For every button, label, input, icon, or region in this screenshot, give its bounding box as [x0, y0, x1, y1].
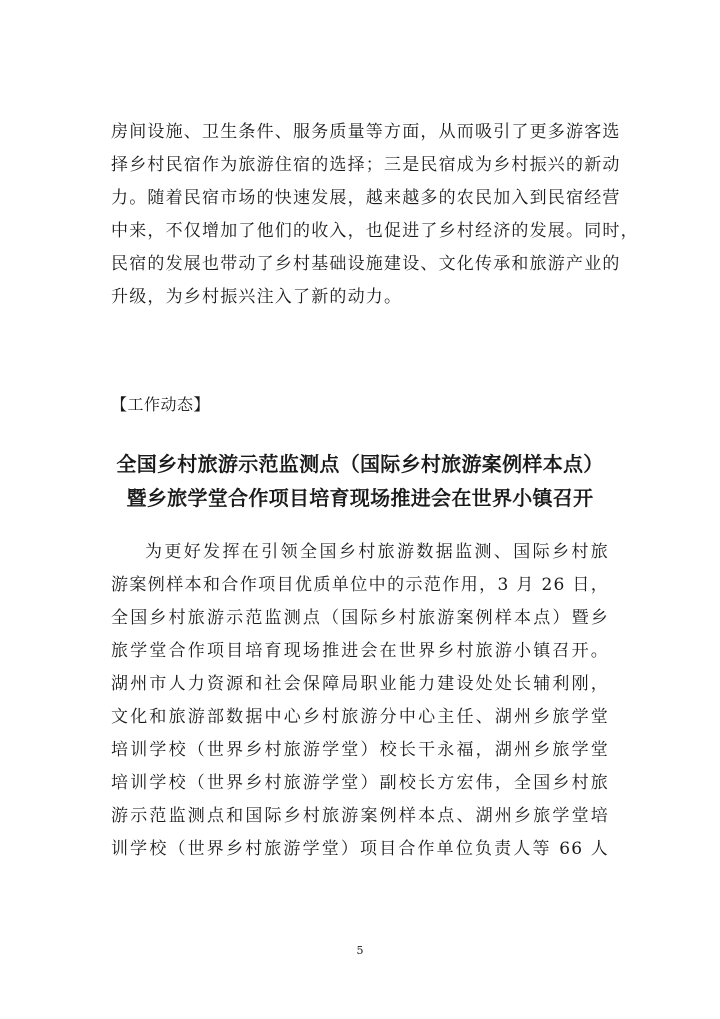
- body-line-8: 培训学校（世界乡村旅游学堂）副校长方宏伟，全国乡村旅: [111, 773, 609, 793]
- body-line-1: 为更好发挥在引领全国乡村旅游数据监测、国际乡村旅: [145, 542, 609, 562]
- intro-line-3: 力。随着民宿市场的快速发展，越来越多的农民加入到民宿经营: [111, 188, 621, 208]
- intro-line-4: 中来，不仅增加了他们的收入，也促进了乡村经济的发展。同时，: [111, 221, 639, 241]
- body-line-10: 训学校（世界乡村旅游学堂）项目合作单位负责人等 66 人: [111, 839, 609, 859]
- body-line-7: 培训学校（世界乡村旅游学堂）校长干永福，湖州乡旅学堂: [111, 740, 609, 760]
- article-title-line-1: 全国乡村旅游示范监测点（国际乡村旅游案例样本点）: [116, 452, 604, 476]
- intro-line-1: 房间设施、卫生条件、服务质量等方面，从而吸引了更多游客选: [111, 122, 621, 142]
- body-line-6: 文化和旅游部数据中心乡村旅游分中心主任、湖州乡旅学堂: [111, 707, 609, 727]
- body-line-3: 全国乡村旅游示范监测点（国际乡村旅游案例样本点）暨乡: [111, 608, 609, 628]
- body-line-2: 游案例样本和合作项目优质单位中的示范作用，3 月 26 日，: [111, 575, 609, 595]
- body-line-9: 游示范监测点和国际乡村旅游案例样本点、湖州乡旅学堂培: [111, 806, 609, 826]
- intro-line-6: 升级，为乡村振兴注入了新的动力。: [111, 287, 403, 307]
- intro-line-2: 择乡村民宿作为旅游住宿的选择；三是民宿成为乡村振兴的新动: [111, 155, 621, 175]
- intro-line-5: 民宿的发展也带动了乡村基础设施建设、文化传承和旅游产业的: [111, 254, 621, 274]
- section-tag: 【工作动态】: [111, 395, 211, 414]
- body-line-4: 旅学堂合作项目培育现场推进会在世界乡村旅游小镇召开。: [111, 641, 609, 661]
- page-number: 5: [356, 944, 364, 957]
- body-line-5: 湖州市人力资源和社会保障局职业能力建设处处长辅利刚，: [111, 674, 609, 694]
- article-title-line-2: 暨乡旅学堂合作项目培育现场推进会在世界小镇召开: [126, 486, 594, 510]
